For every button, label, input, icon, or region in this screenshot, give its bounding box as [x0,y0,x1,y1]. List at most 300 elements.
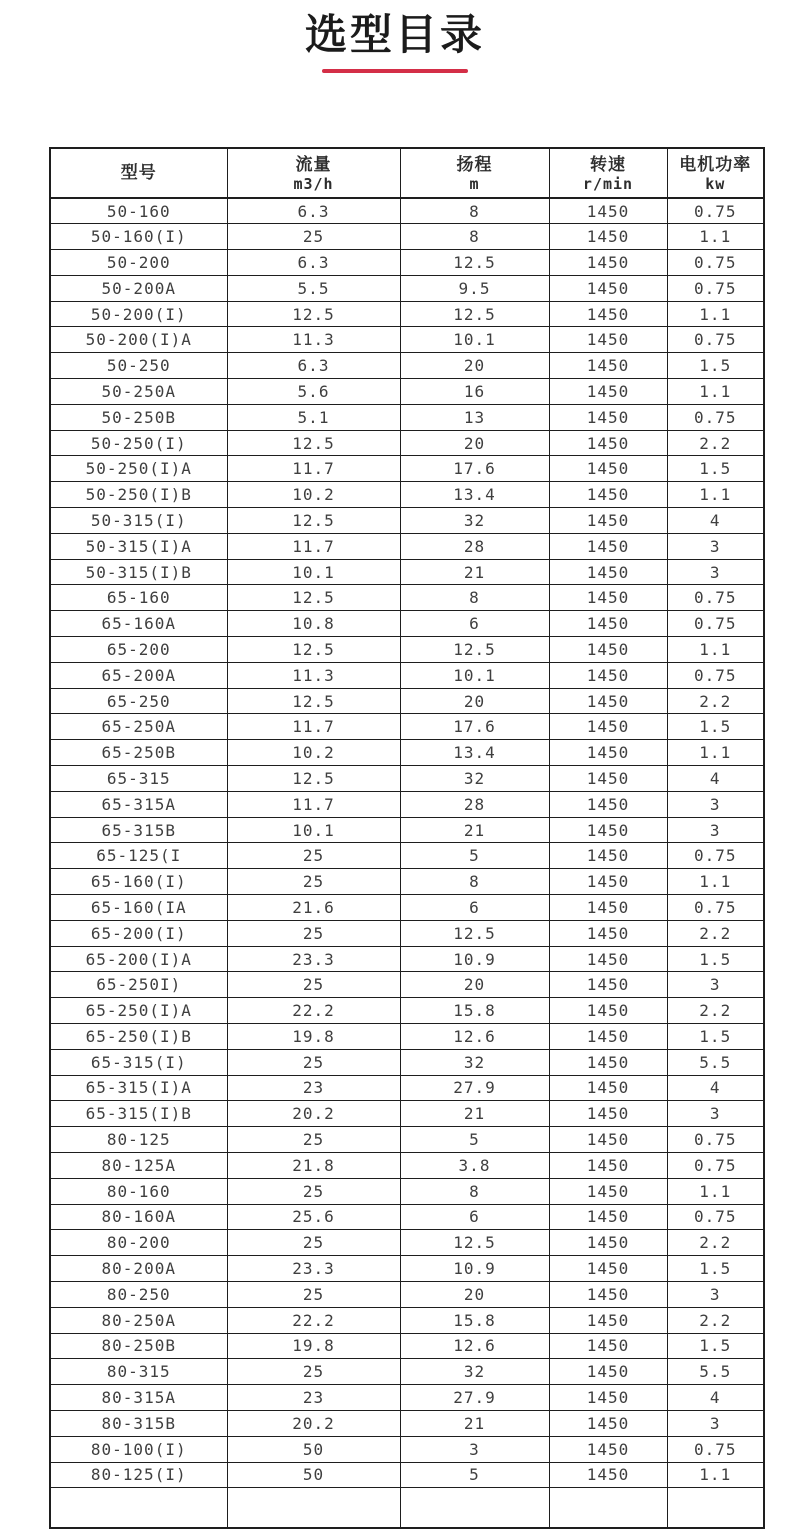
table-row [50,1075,764,1101]
cell-power: 0.75 [667,250,764,276]
cell-speed: 1450 [549,1024,667,1050]
cell-model: 50-315(I) [50,508,227,534]
cell-speed: 1450 [549,895,667,921]
cell-model: 50-250(I)B [50,482,227,508]
cell-flow: 23 [227,1075,400,1101]
cell-speed: 1450 [549,404,667,430]
cell-head: 5 [400,1462,549,1488]
table-row [50,327,764,353]
column-header-label: 转速 [590,154,626,175]
cell-flow: 25 [227,224,400,250]
cell-head: 6 [400,611,549,637]
column-header-label: 流量 [295,154,332,175]
table-row [50,430,764,456]
column-header-unit: m [469,174,480,193]
cell-model: 65-160(IA [50,895,227,921]
table-row [50,920,764,946]
cell-head: 12.5 [400,250,549,276]
cell-power: 1.1 [667,869,764,895]
cell-model: 80-315 [50,1359,227,1385]
cell-power: 3 [667,1101,764,1127]
cell-model: 65-160 [50,585,227,611]
table-row [50,637,764,663]
header-row [50,148,764,198]
cell-model: 65-200 [50,637,227,663]
cell-model: 65-200(I)A [50,946,227,972]
cell-speed: 1450 [549,533,667,559]
column-header-unit: m3/h [293,174,334,193]
cell-flow: 21.8 [227,1152,400,1178]
cell-model: 65-315A [50,791,227,817]
cell-power: 0.75 [667,585,764,611]
table-row [50,1385,764,1411]
cell-flow [227,1488,400,1528]
cell-flow: 11.3 [227,662,400,688]
cell-head: 8 [400,1178,549,1204]
cell-speed: 1450 [549,869,667,895]
cell-power: 1.1 [667,224,764,250]
table-row [50,482,764,508]
cell-speed: 1450 [549,301,667,327]
table-row [50,1049,764,1075]
cell-flow: 25 [227,1127,400,1153]
column-header-head [400,148,549,198]
cell-flow: 10.2 [227,740,400,766]
cell-head: 8 [400,585,549,611]
cell-flow: 11.7 [227,533,400,559]
table-row [50,1462,764,1488]
cell-power [667,1488,764,1528]
table-row [50,1281,764,1307]
cell-model: 50-200(I) [50,301,227,327]
cell-speed: 1450 [549,482,667,508]
cell-head: 8 [400,198,549,224]
table-row [50,972,764,998]
cell-flow: 10.8 [227,611,400,637]
cell-power: 4 [667,1385,764,1411]
cell-flow: 11.7 [227,456,400,482]
cell-flow: 10.2 [227,482,400,508]
cell-flow: 19.8 [227,1024,400,1050]
cell-model: 50-315(I)A [50,533,227,559]
cell-speed: 1450 [549,1230,667,1256]
cell-speed: 1450 [549,946,667,972]
column-header-model [50,148,227,198]
cell-model: 65-250(I)B [50,1024,227,1050]
cell-head: 21 [400,1101,549,1127]
cell-head: 13 [400,404,549,430]
table-row [50,1359,764,1385]
cell-power: 2.2 [667,920,764,946]
cell-model: 50-200(I)A [50,327,227,353]
table-row [50,508,764,534]
cell-power: 3 [667,972,764,998]
cell-flow: 12.5 [227,637,400,663]
cell-speed: 1450 [549,637,667,663]
cell-flow: 5.5 [227,275,400,301]
cell-power: 1.5 [667,1256,764,1282]
cell-speed: 1450 [549,198,667,224]
table-row [50,1436,764,1462]
table-row [50,1256,764,1282]
table-row [50,533,764,559]
cell-power: 2.2 [667,1230,764,1256]
cell-flow: 12.5 [227,688,400,714]
cell-head: 3 [400,1436,549,1462]
table-row [50,301,764,327]
cell-flow: 12.5 [227,430,400,456]
table-row-partial [50,1488,764,1528]
cell-head: 21 [400,817,549,843]
table-row [50,1127,764,1153]
column-header-power [667,148,764,198]
cell-power: 4 [667,766,764,792]
cell-model [50,1488,227,1528]
column-header-label: 型号 [120,163,157,183]
cell-head: 28 [400,533,549,559]
table-row [50,275,764,301]
table-row [50,611,764,637]
cell-model: 80-315A [50,1385,227,1411]
page-title: 选型目录 [304,10,485,59]
cell-power: 0.75 [667,1204,764,1230]
cell-power: 1.1 [667,637,764,663]
cell-flow: 25 [227,1230,400,1256]
cell-head: 20 [400,972,549,998]
cell-power: 1.1 [667,482,764,508]
cell-head: 27.9 [400,1385,549,1411]
cell-model: 80-160 [50,1178,227,1204]
cell-power: 4 [667,508,764,534]
cell-power: 0.75 [667,327,764,353]
cell-speed: 1450 [549,1281,667,1307]
column-header-unit: r/min [582,174,634,193]
cell-speed: 1450 [549,456,667,482]
cell-head: 16 [400,379,549,405]
cell-model: 65-250B [50,740,227,766]
cell-speed: 1450 [549,920,667,946]
cell-power: 1.5 [667,1024,764,1050]
cell-flow: 20.2 [227,1410,400,1436]
cell-power: 1.5 [667,1333,764,1359]
cell-power: 0.75 [667,198,764,224]
cell-model: 65-200A [50,662,227,688]
cell-head: 3.8 [400,1152,549,1178]
cell-model: 50-250(I)A [50,456,227,482]
table-row [50,1410,764,1436]
cell-model: 65-160(I) [50,869,227,895]
cell-model: 50-160 [50,198,227,224]
table-row [50,456,764,482]
cell-model: 50-250B [50,404,227,430]
cell-flow: 25 [227,869,400,895]
cell-power: 2.2 [667,1307,764,1333]
cell-flow: 50 [227,1436,400,1462]
cell-model: 65-250 [50,688,227,714]
table-row [50,869,764,895]
table-row [50,379,764,405]
cell-speed: 1450 [549,1049,667,1075]
cell-speed: 1450 [549,1410,667,1436]
cell-power: 1.1 [667,1462,764,1488]
table-row [50,198,764,224]
cell-speed: 1450 [549,1204,667,1230]
cell-speed: 1450 [549,766,667,792]
cell-power: 0.75 [667,662,764,688]
cell-speed: 1450 [549,1307,667,1333]
cell-flow: 21.6 [227,895,400,921]
column-header-unit: kw [705,174,726,193]
cell-head: 5 [400,843,549,869]
table-row [50,1230,764,1256]
cell-flow: 22.2 [227,998,400,1024]
cell-speed: 1450 [549,817,667,843]
cell-power: 3 [667,817,764,843]
cell-head: 6 [400,895,549,921]
cell-flow: 50 [227,1462,400,1488]
cell-flow: 25 [227,920,400,946]
cell-power: 3 [667,1410,764,1436]
cell-flow: 22.2 [227,1307,400,1333]
cell-flow: 23.3 [227,1256,400,1282]
cell-speed: 1450 [549,714,667,740]
cell-power: 2.2 [667,998,764,1024]
cell-power: 3 [667,559,764,585]
table-row [50,1101,764,1127]
cell-flow: 6.3 [227,198,400,224]
table-row [50,404,764,430]
cell-model: 50-250(I) [50,430,227,456]
cell-power: 0.75 [667,1436,764,1462]
cell-head: 20 [400,353,549,379]
cell-flow: 20.2 [227,1101,400,1127]
table-row [50,1178,764,1204]
cell-model: 65-315(I)A [50,1075,227,1101]
cell-model: 50-315(I)B [50,559,227,585]
cell-head: 9.5 [400,275,549,301]
cell-speed: 1450 [549,1101,667,1127]
cell-head: 17.6 [400,714,549,740]
cell-head: 28 [400,791,549,817]
table-row [50,946,764,972]
table-row [50,740,764,766]
cell-speed: 1450 [549,585,667,611]
cell-model: 80-250 [50,1281,227,1307]
cell-head: 12.5 [400,1230,549,1256]
cell-head: 32 [400,508,549,534]
cell-head: 17.6 [400,456,549,482]
cell-head: 10.9 [400,1256,549,1282]
cell-flow: 11.7 [227,791,400,817]
cell-speed: 1450 [549,1385,667,1411]
cell-head: 10.9 [400,946,549,972]
cell-head: 6 [400,1204,549,1230]
cell-flow: 25 [227,972,400,998]
cell-speed: 1450 [549,1152,667,1178]
cell-model: 80-315B [50,1410,227,1436]
cell-speed: 1450 [549,353,667,379]
cell-head: 20 [400,688,549,714]
cell-flow: 25 [227,1281,400,1307]
cell-model: 65-250(I)A [50,998,227,1024]
cell-model: 65-315(I)B [50,1101,227,1127]
cell-flow: 12.5 [227,301,400,327]
cell-speed: 1450 [549,611,667,637]
cell-head: 12.5 [400,920,549,946]
cell-head: 20 [400,1281,549,1307]
cell-flow: 23 [227,1385,400,1411]
cell-head: 12.5 [400,637,549,663]
cell-model: 65-315 [50,766,227,792]
cell-model: 80-125A [50,1152,227,1178]
cell-power: 2.2 [667,688,764,714]
cell-flow: 12.5 [227,508,400,534]
cell-speed: 1450 [549,508,667,534]
table-row [50,1152,764,1178]
cell-flow: 25.6 [227,1204,400,1230]
cell-power: 0.75 [667,895,764,921]
cell-model: 50-250A [50,379,227,405]
table-row [50,559,764,585]
cell-power: 0.75 [667,404,764,430]
cell-speed: 1450 [549,1359,667,1385]
cell-power: 3 [667,533,764,559]
table-row [50,688,764,714]
cell-speed: 1450 [549,1333,667,1359]
cell-power: 0.75 [667,1152,764,1178]
cell-head: 15.8 [400,1307,549,1333]
cell-model: 65-125(I [50,843,227,869]
table-row [50,1024,764,1050]
cell-head: 15.8 [400,998,549,1024]
cell-head: 21 [400,559,549,585]
cell-power: 1.5 [667,353,764,379]
cell-head [400,1488,549,1528]
cell-flow: 10.1 [227,817,400,843]
cell-flow: 5.1 [227,404,400,430]
title-underline-decoration [322,69,468,73]
cell-flow: 12.5 [227,766,400,792]
table-row [50,1333,764,1359]
cell-speed: 1450 [549,275,667,301]
table-row [50,1307,764,1333]
cell-model: 65-200(I) [50,920,227,946]
column-header-label: 电机功率 [679,154,752,175]
cell-speed: 1450 [549,1436,667,1462]
cell-head: 20 [400,430,549,456]
table-row [50,843,764,869]
cell-head: 10.1 [400,327,549,353]
cell-flow: 10.1 [227,559,400,585]
cell-model: 80-125(I) [50,1462,227,1488]
cell-model: 80-160A [50,1204,227,1230]
cell-speed: 1450 [549,688,667,714]
cell-head: 21 [400,1410,549,1436]
cell-head: 12.6 [400,1333,549,1359]
cell-model: 80-250A [50,1307,227,1333]
cell-flow: 12.5 [227,585,400,611]
cell-head: 32 [400,1359,549,1385]
cell-power: 3 [667,791,764,817]
cell-flow: 25 [227,1049,400,1075]
cell-power: 0.75 [667,275,764,301]
cell-power: 5.5 [667,1049,764,1075]
cell-flow: 6.3 [227,250,400,276]
cell-head: 13.4 [400,482,549,508]
column-header-label: 扬程 [456,154,493,175]
cell-speed: 1450 [549,843,667,869]
cell-speed: 1450 [549,740,667,766]
cell-speed: 1450 [549,1256,667,1282]
cell-power: 1.5 [667,456,764,482]
cell-flow: 23.3 [227,946,400,972]
table-row [50,714,764,740]
cell-flow: 19.8 [227,1333,400,1359]
cell-power: 4 [667,1075,764,1101]
cell-flow: 5.6 [227,379,400,405]
cell-model: 65-250I) [50,972,227,998]
cell-speed [549,1488,667,1528]
cell-power: 0.75 [667,843,764,869]
cell-speed: 1450 [549,224,667,250]
cell-power: 1.1 [667,379,764,405]
cell-model: 50-200 [50,250,227,276]
cell-head: 8 [400,224,549,250]
table-row [50,353,764,379]
cell-speed: 1450 [549,662,667,688]
cell-power: 1.5 [667,946,764,972]
cell-power: 1.1 [667,301,764,327]
cell-model: 80-200A [50,1256,227,1282]
table-row [50,662,764,688]
cell-head: 12.6 [400,1024,549,1050]
table-row [50,1204,764,1230]
cell-power: 1.1 [667,740,764,766]
cell-model: 80-250B [50,1333,227,1359]
cell-speed: 1450 [549,972,667,998]
table-row [50,998,764,1024]
cell-speed: 1450 [549,1178,667,1204]
cell-flow: 25 [227,1178,400,1204]
cell-head: 32 [400,766,549,792]
cell-flow: 11.3 [227,327,400,353]
cell-model: 50-160(I) [50,224,227,250]
cell-model: 65-250A [50,714,227,740]
cell-model: 80-200 [50,1230,227,1256]
cell-power: 1.5 [667,714,764,740]
cell-head: 8 [400,869,549,895]
cell-head: 12.5 [400,301,549,327]
cell-power: 2.2 [667,430,764,456]
column-header-speed [549,148,667,198]
cell-model: 65-315B [50,817,227,843]
cell-power: 1.1 [667,1178,764,1204]
column-header-flow [227,148,400,198]
cell-power: 5.5 [667,1359,764,1385]
table-row [50,817,764,843]
table-row [50,585,764,611]
cell-flow: 11.7 [227,714,400,740]
cell-speed: 1450 [549,379,667,405]
cell-speed: 1450 [549,1127,667,1153]
cell-model: 50-200A [50,275,227,301]
cell-head: 27.9 [400,1075,549,1101]
cell-speed: 1450 [549,327,667,353]
cell-speed: 1450 [549,1075,667,1101]
cell-head: 10.1 [400,662,549,688]
cell-power: 3 [667,1281,764,1307]
cell-speed: 1450 [549,1462,667,1488]
